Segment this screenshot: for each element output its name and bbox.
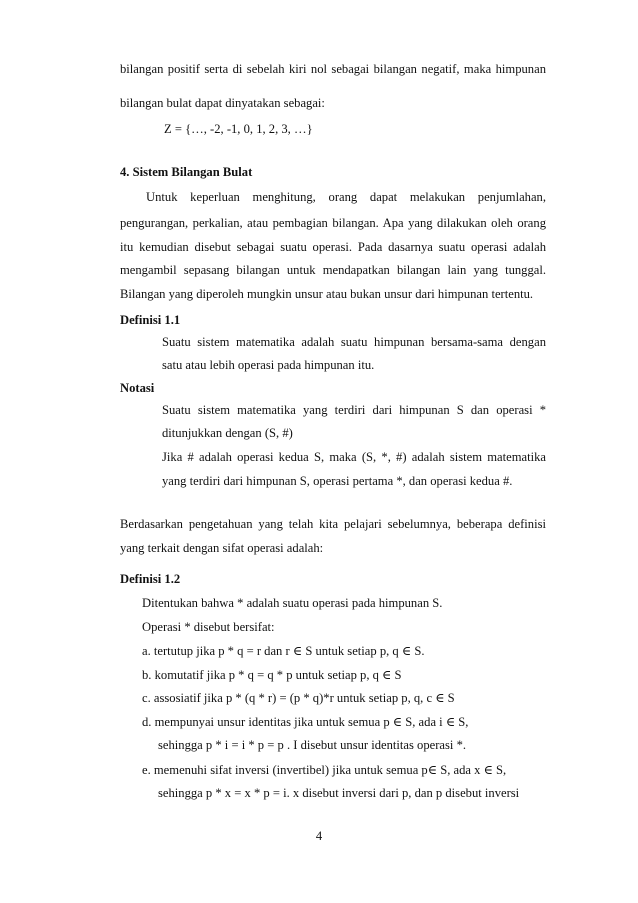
notasi-line-3: Jika # adalah operasi kedua S, maka (S, *, #) adalah sistem matematika: [162, 450, 546, 464]
notasi-heading: Notasi: [120, 381, 155, 395]
definition-1-2-item-d: d. mempunyai unsur identitas jika untuk semua p ∈ S, ada i ∈ S,: [142, 715, 469, 729]
section-4-para-line-1: Untuk keperluan menghitung, orang dapat melakukan penjumlahan,: [146, 190, 546, 204]
definition-1-2-item-c: c. assosiatif jika p * (q * r) = (p * q)*r untuk setiap p, q, c ∈ S: [142, 691, 455, 705]
definition-1-1-heading: Definisi 1.1: [120, 313, 181, 327]
definition-1-2-item-d-cont: sehingga p * i = i * p = p . I disebut unsur identitas operasi *.: [158, 738, 467, 752]
definition-1-2-item-b: b. komutatif jika p * q = q * p untuk setiap p, q ∈ S: [142, 668, 402, 682]
set-z-formula: Z = {…, -2, -1, 0, 1, 2, 3, …}: [164, 122, 313, 136]
notasi-line-1: Suatu sistem matematika yang terdiri dari himpunan S dan operasi *: [162, 403, 546, 417]
section-4-para-line-5: Bilangan yang diperoleh mungkin unsur atau bukan unsur dari himpunan tertentu.: [120, 287, 534, 301]
definition-1-1-line-1: Suatu sistem matematika adalah suatu himpunan bersama-sama dengan: [162, 335, 546, 349]
definition-1-2-item-e-cont: sehingga p * x = x * p = i. x disebut inversi dari p, dan p disebut inversi: [158, 786, 520, 800]
definition-1-2-item-a: a. tertutup jika p * q = r dan r ∈ S untuk setiap p, q ∈ S.: [142, 644, 425, 658]
section-4-heading: 4. Sistem Bilangan Bulat: [120, 165, 253, 179]
definition-1-2-intro-1: Ditentukan bahwa * adalah suatu operasi pada himpunan S.: [142, 596, 443, 610]
definition-1-2-heading: Definisi 1.2: [120, 572, 181, 586]
definition-1-2-intro-2: Operasi * disebut bersifat:: [142, 620, 275, 634]
page-number: 4: [315, 829, 323, 843]
section-4-para-line-2: pengurangan, perkalian, atau pembagian bilangan. Apa yang dilakukan oleh orang: [120, 216, 546, 230]
notasi-line-4: yang terdiri dari himpunan S, operasi pertama *, dan operasi kedua #.: [162, 474, 513, 488]
section-4-para-line-3: itu kemudian disebut sebagai suatu operasi. Pada dasarnya suatu operasi adalah: [120, 240, 546, 254]
intro-line-2: bilangan bulat dapat dinyatakan sebagai:: [120, 96, 325, 110]
intro-line-1: bilangan positif serta di sebelah kiri nol sebagai bilangan negatif, maka himpunan: [120, 62, 546, 76]
based-line-2: yang terkait dengan sifat operasi adalah:: [120, 541, 324, 555]
definition-1-2-item-e: e. memenuhi sifat inversi (invertibel) jika untuk semua p∈ S, ada x ∈ S,: [142, 763, 507, 777]
section-4-para-line-4: mengambil sepasang bilangan untuk mendapatkan bilangan lain yang tunggal.: [120, 263, 546, 277]
based-line-1: Berdasarkan pengetahuan yang telah kita pelajari sebelumnya, beberapa definisi: [120, 517, 546, 531]
notasi-line-2: ditunjukkan dengan (S, #): [162, 426, 293, 440]
definition-1-1-line-2: satu atau lebih operasi pada himpunan itu.: [162, 358, 375, 372]
